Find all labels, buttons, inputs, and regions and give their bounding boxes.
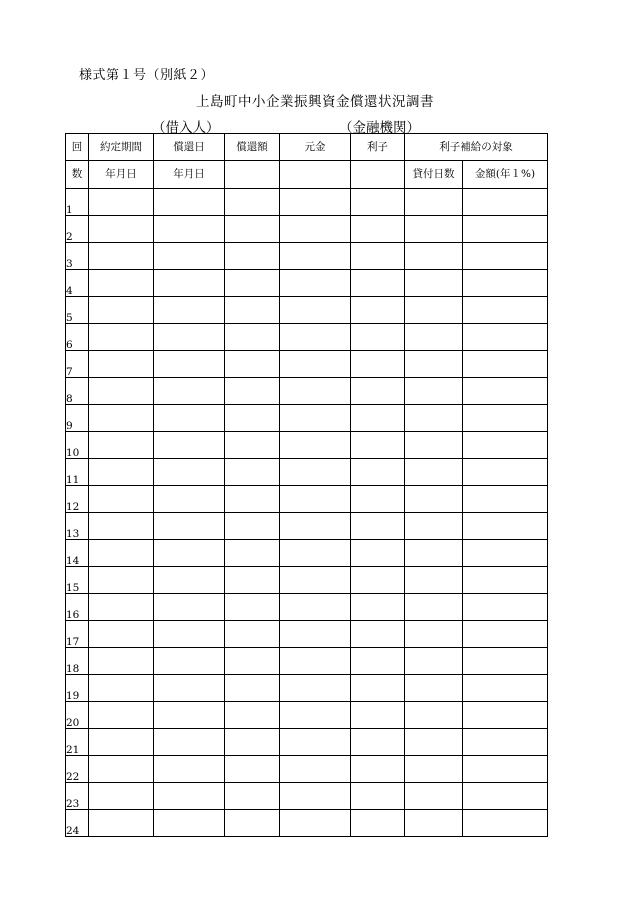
principal-cell[interactable] [280, 621, 351, 648]
agreed-period-cell[interactable] [89, 270, 154, 297]
interest-cell[interactable] [351, 540, 405, 567]
amount-cell[interactable] [463, 594, 548, 621]
loan-days-cell[interactable] [405, 351, 463, 378]
header-repayment-amount-blank [225, 161, 280, 189]
loan-days-cell[interactable] [405, 783, 463, 810]
agreed-period-cell[interactable] [89, 189, 154, 216]
table-row [66, 567, 548, 594]
table-row [66, 810, 548, 837]
amount-cell[interactable] [463, 486, 548, 513]
table-row [66, 729, 548, 756]
amount-cell[interactable] [463, 324, 548, 351]
principal-cell[interactable] [280, 486, 351, 513]
repayment-amount-cell[interactable] [225, 378, 280, 405]
principal-cell[interactable] [280, 567, 351, 594]
loan-days-cell[interactable] [405, 243, 463, 270]
interest-cell[interactable] [351, 378, 405, 405]
repayment-date-cell[interactable] [154, 567, 225, 594]
table-row [66, 702, 548, 729]
row-number: 15 [66, 567, 89, 594]
row-number: 11 [66, 459, 89, 486]
repayment-amount-cell[interactable] [225, 702, 280, 729]
table-row [66, 621, 548, 648]
amount-cell[interactable] [463, 432, 548, 459]
interest-cell[interactable] [351, 756, 405, 783]
table-row [66, 459, 548, 486]
header-agreed-period-unit: 年月日 [89, 161, 154, 189]
repayment-status-table [65, 133, 548, 837]
principal-cell[interactable] [280, 675, 351, 702]
principal-cell[interactable] [280, 351, 351, 378]
repayment-date-cell[interactable] [154, 243, 225, 270]
header-number: 回 [66, 134, 89, 161]
agreed-period-cell[interactable] [89, 675, 154, 702]
loan-days-cell[interactable] [405, 540, 463, 567]
borrower-label: （借入人） [152, 120, 220, 136]
loan-days-cell[interactable] [405, 594, 463, 621]
amount-cell[interactable] [463, 621, 548, 648]
repayment-amount-cell[interactable] [225, 594, 280, 621]
interest-cell[interactable] [351, 567, 405, 594]
repayment-amount-cell[interactable] [225, 459, 280, 486]
table-row [66, 648, 548, 675]
principal-cell[interactable] [280, 810, 351, 837]
repayment-date-cell[interactable] [154, 810, 225, 837]
agreed-period-cell[interactable] [89, 459, 154, 486]
agreed-period-cell[interactable] [89, 810, 154, 837]
amount-cell[interactable] [463, 675, 548, 702]
row-number: 10 [66, 432, 89, 459]
principal-cell[interactable] [280, 270, 351, 297]
loan-days-cell[interactable] [405, 189, 463, 216]
principal-cell[interactable] [280, 432, 351, 459]
repayment-date-cell[interactable] [154, 729, 225, 756]
repayment-amount-cell[interactable] [225, 675, 280, 702]
loan-days-cell[interactable] [405, 648, 463, 675]
amount-cell[interactable] [463, 783, 548, 810]
amount-cell[interactable] [463, 810, 548, 837]
amount-cell[interactable] [463, 351, 548, 378]
header-interest: 利子 [351, 134, 405, 161]
interest-cell[interactable] [351, 243, 405, 270]
repayment-amount-cell[interactable] [225, 351, 280, 378]
amount-cell[interactable] [463, 648, 548, 675]
repayment-amount-cell[interactable] [225, 243, 280, 270]
header-repayment-amount: 償還額 [225, 134, 280, 161]
amount-cell[interactable] [463, 702, 548, 729]
agreed-period-cell[interactable] [89, 297, 154, 324]
header-row-bottom [66, 161, 548, 189]
loan-days-cell[interactable] [405, 378, 463, 405]
header-loan-days: 貸付日数 [405, 161, 463, 189]
row-number: 1 [66, 189, 89, 216]
repayment-amount-cell[interactable] [225, 324, 280, 351]
repayment-date-cell[interactable] [154, 297, 225, 324]
interest-cell[interactable] [351, 729, 405, 756]
repayment-date-cell[interactable] [154, 648, 225, 675]
repayment-amount-cell[interactable] [225, 729, 280, 756]
amount-cell[interactable] [463, 216, 548, 243]
loan-days-cell[interactable] [405, 486, 463, 513]
table-row [66, 216, 548, 243]
principal-cell[interactable] [280, 378, 351, 405]
repayment-date-cell[interactable] [154, 405, 225, 432]
row-number: 18 [66, 648, 89, 675]
amount-cell[interactable] [463, 378, 548, 405]
principal-cell[interactable] [280, 216, 351, 243]
row-number: 6 [66, 324, 89, 351]
row-number: 14 [66, 540, 89, 567]
repayment-date-cell[interactable] [154, 621, 225, 648]
agreed-period-cell[interactable] [89, 513, 154, 540]
row-number: 3 [66, 243, 89, 270]
principal-cell[interactable] [280, 324, 351, 351]
header-principal-blank [280, 161, 351, 189]
row-number: 16 [66, 594, 89, 621]
repayment-date-cell[interactable] [154, 351, 225, 378]
amount-cell[interactable] [463, 729, 548, 756]
principal-cell[interactable] [280, 297, 351, 324]
repayment-date-cell[interactable] [154, 594, 225, 621]
repayment-amount-cell[interactable] [225, 297, 280, 324]
interest-cell[interactable] [351, 621, 405, 648]
repayment-date-cell[interactable] [154, 756, 225, 783]
interest-cell[interactable] [351, 297, 405, 324]
amount-cell[interactable] [463, 297, 548, 324]
table-row [66, 189, 548, 216]
table-row [66, 540, 548, 567]
header-number-suffix: 数 [66, 161, 89, 189]
loan-days-cell[interactable] [405, 810, 463, 837]
repayment-date-cell[interactable] [154, 189, 225, 216]
table-row [66, 756, 548, 783]
table-row [66, 675, 548, 702]
repayment-amount-cell[interactable] [225, 216, 280, 243]
loan-days-cell[interactable] [405, 459, 463, 486]
loan-days-cell[interactable] [405, 513, 463, 540]
agreed-period-cell[interactable] [89, 243, 154, 270]
table-row [66, 270, 548, 297]
table-row [66, 378, 548, 405]
table-row [66, 405, 548, 432]
repayment-date-cell[interactable] [154, 324, 225, 351]
row-number: 9 [66, 405, 89, 432]
interest-cell[interactable] [351, 216, 405, 243]
repayment-date-cell[interactable] [154, 378, 225, 405]
row-number: 7 [66, 351, 89, 378]
agreed-period-cell[interactable] [89, 621, 154, 648]
row-number: 2 [66, 216, 89, 243]
principal-cell[interactable] [280, 702, 351, 729]
repayment-amount-cell[interactable] [225, 432, 280, 459]
form-number: 様式第１号（別紙２） [79, 68, 215, 83]
amount-cell[interactable] [463, 513, 548, 540]
table-row [66, 486, 548, 513]
interest-cell[interactable] [351, 324, 405, 351]
repayment-date-cell[interactable] [154, 513, 225, 540]
loan-days-cell[interactable] [405, 567, 463, 594]
interest-cell[interactable] [351, 351, 405, 378]
header-agreed-period: 約定期間 [89, 134, 154, 161]
table-row [66, 351, 548, 378]
principal-cell[interactable] [280, 189, 351, 216]
header-repayment-date-unit: 年月日 [154, 161, 225, 189]
amount-cell[interactable] [463, 459, 548, 486]
row-number: 13 [66, 513, 89, 540]
row-number: 12 [66, 486, 89, 513]
repayment-date-cell[interactable] [154, 783, 225, 810]
principal-cell[interactable] [280, 459, 351, 486]
interest-cell[interactable] [351, 810, 405, 837]
repayment-date-cell[interactable] [154, 270, 225, 297]
interest-cell[interactable] [351, 189, 405, 216]
agreed-period-cell[interactable] [89, 594, 154, 621]
agreed-period-cell[interactable] [89, 351, 154, 378]
amount-cell[interactable] [463, 405, 548, 432]
interest-cell[interactable] [351, 648, 405, 675]
repayment-date-cell[interactable] [154, 702, 225, 729]
header-amount-rate: 金額(年１%) [463, 161, 548, 189]
amount-cell[interactable] [463, 540, 548, 567]
repayment-amount-cell[interactable] [225, 621, 280, 648]
agreed-period-cell[interactable] [89, 432, 154, 459]
principal-cell[interactable] [280, 540, 351, 567]
table-row [66, 297, 548, 324]
principal-cell[interactable] [280, 729, 351, 756]
document-title: 上島町中小企業振興資金償還状況調書 [196, 94, 434, 110]
loan-days-cell[interactable] [405, 270, 463, 297]
agreed-period-cell[interactable] [89, 486, 154, 513]
interest-cell[interactable] [351, 405, 405, 432]
agreed-period-cell[interactable] [89, 216, 154, 243]
repayment-amount-cell[interactable] [225, 189, 280, 216]
row-number: 24 [66, 810, 89, 837]
principal-cell[interactable] [280, 756, 351, 783]
loan-days-cell[interactable] [405, 216, 463, 243]
principal-cell[interactable] [280, 513, 351, 540]
agreed-period-cell[interactable] [89, 756, 154, 783]
loan-days-cell[interactable] [405, 729, 463, 756]
header-subsidy-target: 利子補給の対象 [405, 134, 548, 161]
header-repayment-date: 償還日 [154, 134, 225, 161]
agreed-period-cell[interactable] [89, 783, 154, 810]
loan-days-cell[interactable] [405, 432, 463, 459]
repayment-amount-cell[interactable] [225, 783, 280, 810]
agreed-period-cell[interactable] [89, 324, 154, 351]
amount-cell[interactable] [463, 567, 548, 594]
agreed-period-cell[interactable] [89, 378, 154, 405]
amount-cell[interactable] [463, 270, 548, 297]
principal-cell[interactable] [280, 243, 351, 270]
agreed-period-cell[interactable] [89, 648, 154, 675]
repayment-amount-cell[interactable] [225, 405, 280, 432]
loan-days-cell[interactable] [405, 324, 463, 351]
row-number: 5 [66, 297, 89, 324]
loan-days-cell[interactable] [405, 702, 463, 729]
repayment-date-cell[interactable] [154, 216, 225, 243]
principal-cell[interactable] [280, 783, 351, 810]
table-row [66, 783, 548, 810]
amount-cell[interactable] [463, 189, 548, 216]
interest-cell[interactable] [351, 702, 405, 729]
agreed-period-cell[interactable] [89, 702, 154, 729]
principal-cell[interactable] [280, 594, 351, 621]
table-row [66, 324, 548, 351]
table-row [66, 432, 548, 459]
header-interest-blank [351, 161, 405, 189]
row-number: 20 [66, 702, 89, 729]
table-row [66, 513, 548, 540]
table-row [66, 243, 548, 270]
agreed-period-cell[interactable] [89, 540, 154, 567]
agreed-period-cell[interactable] [89, 729, 154, 756]
repayment-date-cell[interactable] [154, 432, 225, 459]
row-number: 21 [66, 729, 89, 756]
repayment-amount-cell[interactable] [225, 810, 280, 837]
repayment-date-cell[interactable] [154, 459, 225, 486]
row-number: 17 [66, 621, 89, 648]
interest-cell[interactable] [351, 432, 405, 459]
repayment-date-cell[interactable] [154, 540, 225, 567]
repayment-amount-cell[interactable] [225, 648, 280, 675]
table-row [66, 594, 548, 621]
repayment-amount-cell[interactable] [225, 567, 280, 594]
repayment-date-cell[interactable] [154, 675, 225, 702]
loan-days-cell[interactable] [405, 675, 463, 702]
interest-cell[interactable] [351, 459, 405, 486]
principal-cell[interactable] [280, 648, 351, 675]
row-number: 22 [66, 756, 89, 783]
header-principal: 元金 [280, 134, 351, 161]
interest-cell[interactable] [351, 513, 405, 540]
principal-cell[interactable] [280, 405, 351, 432]
amount-cell[interactable] [463, 243, 548, 270]
repayment-amount-cell[interactable] [225, 486, 280, 513]
repayment-amount-cell[interactable] [225, 540, 280, 567]
interest-cell[interactable] [351, 783, 405, 810]
interest-cell[interactable] [351, 270, 405, 297]
row-number: 23 [66, 783, 89, 810]
repayment-amount-cell[interactable] [225, 270, 280, 297]
agreed-period-cell[interactable] [89, 405, 154, 432]
repayment-amount-cell[interactable] [225, 513, 280, 540]
interest-cell[interactable] [351, 675, 405, 702]
row-number: 19 [66, 675, 89, 702]
interest-cell[interactable] [351, 486, 405, 513]
repayment-amount-cell[interactable] [225, 756, 280, 783]
header-row-top [66, 134, 548, 161]
bank-label: （金融機関） [339, 120, 420, 136]
amount-cell[interactable] [463, 756, 548, 783]
row-number: 8 [66, 378, 89, 405]
loan-days-cell[interactable] [405, 297, 463, 324]
row-number: 4 [66, 270, 89, 297]
loan-days-cell[interactable] [405, 621, 463, 648]
interest-cell[interactable] [351, 594, 405, 621]
repayment-date-cell[interactable] [154, 486, 225, 513]
loan-days-cell[interactable] [405, 756, 463, 783]
agreed-period-cell[interactable] [89, 567, 154, 594]
loan-days-cell[interactable] [405, 405, 463, 432]
